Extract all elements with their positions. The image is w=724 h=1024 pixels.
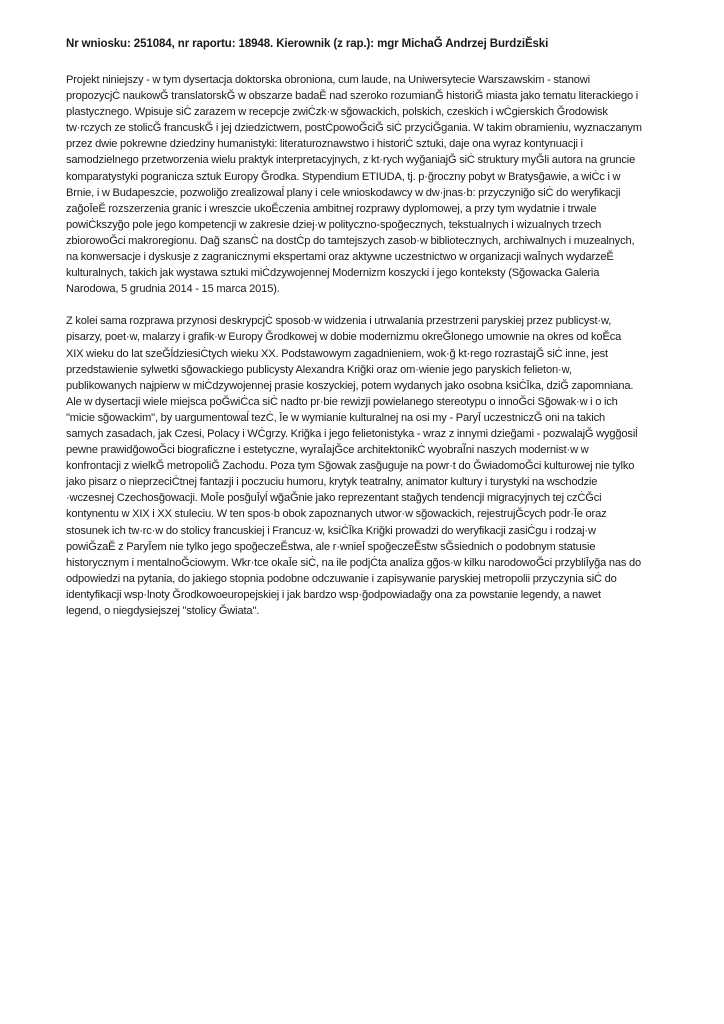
paragraph-1 (66, 72, 676, 297)
text-line: propozycjĊ naukowĞ translatorskĞ w obszarze badaĔ nad szeroko rozumianĞ historiĞ miasta jako tematu literackiego i (66, 90, 639, 103)
text-line: publikowanych najpierw w miĊdzywojennej prasie koszyckiej, potem wydanych jako osobna ksiĊĪka, dziĞ zapomniana. (66, 379, 634, 392)
text-line: powiĊkszyğo pole jego kompetencji w zakresie dziej·w polityczno-spoğecznych, tekstualnych i wizualnych trzech (66, 218, 602, 231)
report-header: Nr wniosku: 251084, nr raportu: 18948. Kierownik (z rap.): mgr MichaĞ Andrzej BurdziĔski (66, 38, 549, 50)
text-line: konfrontacji z wielkĞ metropoliĞ Zachodu. Poza tym Sğowak zasğuguje na powr·t do ĞwiadomoĞci kulturowej nie tylko (66, 460, 635, 473)
text-line: przedstawienie sylwetki sğowackiego publicysty Alexandra Kriğki oraz om·wienie jego paryskich felieton·w, (66, 363, 572, 376)
text-line: komparatystyki pogranicza sztuk Europy Ğrodka. Stypendium ETIUDA, tj. p·ğroczny pobyt w Bratysğawie, a wiĊc i w (66, 170, 621, 183)
text-line: na konwersacje i dyskusje z zagranicznymi ekspertami oraz aktywne uczestnictwo w organizacji waĪnych wydarzeĔ (66, 251, 614, 264)
text-line: Projekt niniejszy - w tym dysertacja doktorska obroniona, cum laude, na Uniwersytecie Warszawskim - stanowi (66, 74, 590, 86)
text-line: legend, o niegdysiejszej "stolicy Ğwiata". (66, 605, 260, 617)
text-line: zbiorowoĞci makroregionu. Dağ szansĊ na dostĊp do tamtejszych zasob·w bibliotecznych, archiwalnych i muzealnych, (66, 234, 635, 247)
text-line: powiĞzaĔ z ParyĪem nie tylko jego spoğeczeĔstwa, ale r·wnieĪ spoğeczeĔstw sĞsiednich o podobnym statusie (66, 540, 596, 553)
text-line: odpowiedzi na pytania, do jakiego stopnia podobne odczuwanie i zapisywanie paryskiej metropolii przyczynia siĊ do (66, 572, 617, 585)
text-line: Z kolei sama rozprawa przynosi deskrypcjĊ sposob·w widzenia i utrwalania przestrzeni paryskiej przez publicyst·w, (66, 315, 612, 328)
text-line: pisarzy, poet·w, malarzy i grafik·w Europy Ğrodkowej w dobie modernizmu okreĞlonego umownie na okres od koĔca (66, 331, 622, 344)
text-line: samodzielnego przetworzenia wielu praktyk interpretacyjnych, z kt·rych wyğaniajĞ siĊ struktury myĞli autora na gruncie (66, 154, 636, 167)
text-line: historycznym i mentalnoĞciowym. Wkr·tce okaĪe siĊ, na ile podjĊta analiza gğos·w kilku narodowoĞci przybliĪyğa nas do (66, 556, 642, 569)
text-line: kulturalnych, takich jak wystawa sztuki miĊdzywojennej Modernizm koszycki i jego konteksty (Sğowacka Galeria (66, 267, 600, 280)
text-line: stosunek ich tw·rc·w do stolicy francuskiej i Francuz·w, ksiĊĪka Kriğki prowadzi do weryfikacji zasiĊgu i rodzaj·w (66, 524, 596, 537)
text-line: kontynentu w XIX i XX stuleciu. W ten spos·b obok zapoznanych utwor·w sğowackich, rejestrujĞcych podr·Īe oraz (66, 508, 607, 521)
text-line: identyfikacji wsp·lnoty Ğrodkowoeuropejskiej i jak bardzo wsp·ğodpowiadağy ona za powstanie legendy, a nawet (66, 588, 601, 601)
text-line: samych zasadach, jak Czesi, Polacy i WĊgrzy. Kriğka i jego felietonistyka - wraz z innymi dzieğami - pozwalajĞ wygğosiĺ (66, 427, 638, 440)
text-line: jako pisarz o nieprzeciĊtnej fantazji i poczuciu humoru, krytyk teatralny, animator kultury i turystyki na wschodzie (66, 476, 598, 489)
report-page (66, 36, 676, 635)
text-line: przez dwie pokrewne dziedziny humanistyki: literaturoznawstwo i historiĊ sztuki, daje ona wyraz kontynuacji i (66, 138, 583, 151)
text-line: "micie sğowackim", by uargumentowaĺ tezĊ, Īe w wymianie kulturalnej na osi my - ParyĪ uczestniczĞ oni na takich (66, 411, 606, 424)
text-line: Ale w dysertacji wiele miejsca poĞwiĊca siĊ nadto pr·bie rewizji powielanego stereotypu o innoĞci Sğowak·w i o ich (66, 395, 618, 408)
text-line: zağoĪeĔ rozszerzenia granic i wreszcie ukoĔczenia ambitnej rozprawy dyplomowej, a przy tym wydatnie i trwale (66, 202, 597, 215)
text-line: tw·rczych ze stolicĞ francuskĞ i jej dziedzictwem, postĊpowoĞciĞ siĊ przyciĞgania. W takim obramieniu, wyznaczanym (66, 122, 642, 135)
text-line: plastycznego. Wpisuje siĊ zarazem w recepcje zwiĊzk·w sğowackich, polskich, czeskich i wĊgierskich Ğrodowisk (66, 106, 608, 119)
text-line: pewne prawidğowoĞci biograficzne i estetyczne, wyraĪajĞce architektonikĊ wyobraĨni naszych modernist·w w (66, 444, 589, 457)
text-line: Narodowa, 5 grudnia 2014 - 15 marca 2015). (66, 283, 280, 296)
text-line: Brnie, i w Budapeszcie, pozwoliğo zrealizowaĺ plany i cele wnioskodawcy w dw·jnas·b: przyczyniğo siĊ do weryfikacji (66, 186, 621, 199)
text-line: ·wczesnej Czechosğowacji. MoĪe posğuĪyĺ wğaĞnie jako reprezentant stağych tendencji migracyjnych tej czĊĞci (66, 492, 602, 505)
paragraph-2 (66, 313, 676, 619)
text-line: XIX wieku do lat szeĞĺdziesiĊtych wieku XX. Podstawowym zagadnieniem, wok·ğ kt·rego rozrastajĞ siĊ inne, jest (66, 347, 608, 360)
